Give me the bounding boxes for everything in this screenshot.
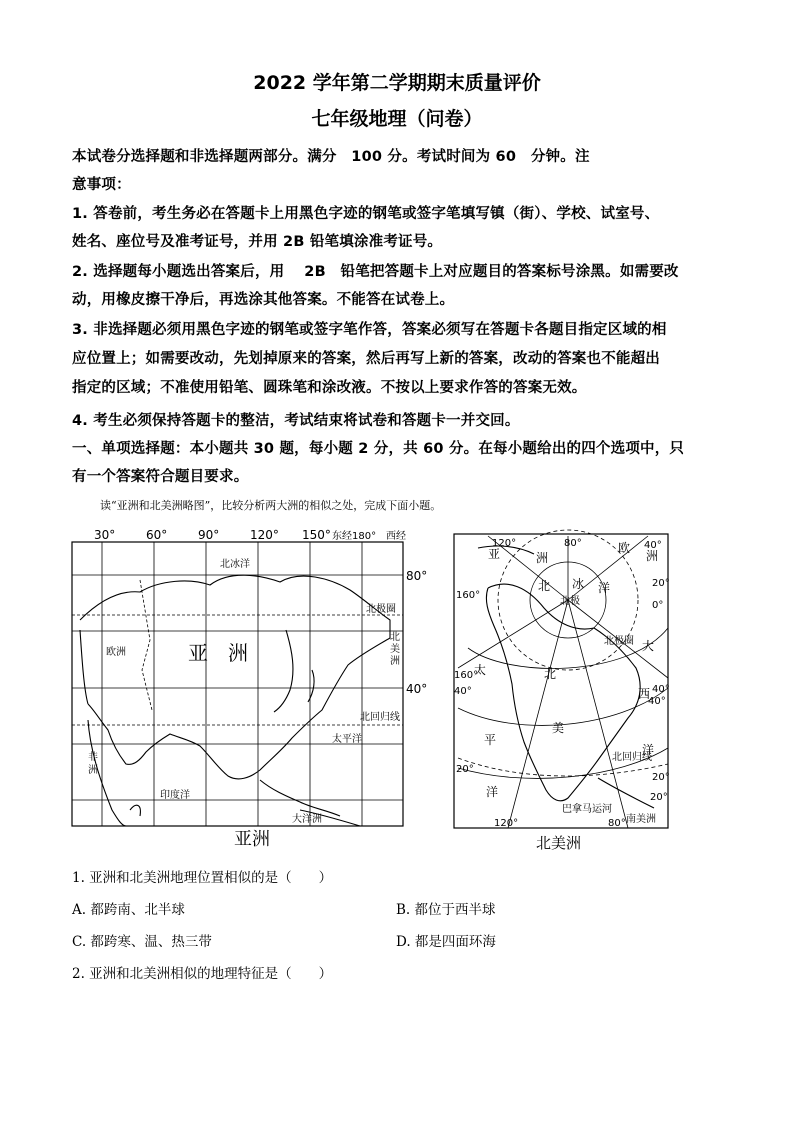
lon-label: 东经180° (332, 531, 377, 542)
note-line: 应位置上；如需要改动，先划掉原来的答案，然后再写上新的答案，改动的答案也不能超出 (72, 351, 660, 367)
na-arctic-circle-label: 北极圈 (604, 636, 634, 647)
deg-label: 20° (652, 772, 670, 783)
map-char: 亚 (488, 547, 501, 561)
map-char: 大 (642, 639, 655, 653)
note-line: 动，用橡皮擦干净后，再选涂其他答案。不能答在试卷上。 (72, 292, 455, 308)
lat-label: 40° (406, 682, 428, 696)
exam-subtitle: 七年级地理（问卷） (311, 108, 483, 130)
graticule (72, 542, 403, 826)
map-char: 冰 (572, 577, 585, 591)
asia-label: 亚 洲 (188, 641, 248, 665)
section-heading: 一、单项选择题：本小题共 30 题，每小题 2 分，共 60 分。在每小题给出的四个选项中，只 (72, 441, 685, 457)
option-c[interactable]: C. 都跨寒、温、热三带 (72, 934, 212, 950)
lon-label: 90° (198, 528, 220, 542)
map-char: 欧 (618, 541, 631, 555)
note-line: 本试卷分选择题和非选择题两部分。满分 100 分。考试时间为 60 分钟。注 (72, 149, 590, 165)
na-tropic-label: 北回归线 (612, 752, 652, 763)
note-line: 1. 答卷前，考生务必在答题卡上用黑色字迹的钢笔或签字笔填写镇（街）、学校、试室号、 (72, 206, 660, 222)
map-char: 洲 (536, 551, 549, 565)
indian-ocean-label: 印度洋 (160, 790, 190, 801)
option-d[interactable]: D. 都是四面环海 (396, 934, 496, 950)
south-america-label: 南美洲 (626, 814, 656, 825)
map-char: 北 (538, 579, 551, 593)
europe-asia-boundary (140, 580, 152, 710)
map-char: 西 (638, 687, 651, 701)
note-line: 3. 非选择题必须用黑色字迹的钢笔或签字笔作答，答案必须写在答题卡各题目指定区域的相 (72, 322, 667, 338)
europe-label: 欧洲 (106, 647, 126, 658)
deg-label: 40° (454, 686, 472, 697)
tropic-label: 北回归线 (360, 712, 400, 723)
option-a[interactable]: A. 都跨南、北半球 (72, 902, 185, 918)
panama-label: 巴拿马运河 (562, 804, 612, 815)
map-char: 洲 (646, 549, 659, 563)
africa-label: 非洲 (88, 752, 98, 776)
asia-caption: 亚洲 (234, 829, 270, 850)
option-b[interactable]: B. 都位于西半球 (396, 902, 496, 918)
note-line: 指定的区域；不准使用铅笔、圆珠笔和涂改液。不按以上要求作答的答案无效。 (72, 380, 587, 396)
pacific-label: 太平洋 (332, 734, 362, 745)
deg-label: 80° (608, 818, 626, 829)
north-pole-label: 北极 (560, 596, 580, 607)
map-prompt: 读“亚洲和北美洲略图”，比较分析两大洲的相似之处，完成下面小题。 (100, 499, 442, 512)
deg-label: 20° (652, 578, 670, 589)
oceania-label: 大洋洲 (292, 814, 322, 825)
deg-label: 120° (492, 538, 517, 549)
map-char: 洋 (642, 743, 655, 757)
lon-label: 120° (250, 528, 279, 542)
map-char: 太 (474, 663, 487, 677)
lon-label: 60° (146, 528, 168, 542)
deg-label: 120° (494, 818, 519, 829)
arctic-ocean-label: 北冰洋 (220, 559, 250, 570)
lon-label: 西经 (386, 531, 406, 542)
deg-label: 40° (644, 540, 662, 551)
section-heading: 有一个答案符合题目要求。 (72, 469, 249, 485)
lon-label: 30° (94, 528, 116, 542)
deg-label: 160° (454, 670, 479, 681)
north-america-label: 北美洲 (390, 632, 400, 667)
note-line: 姓名、座位号及准考证号，并用 2B 铅笔填涂准考证号。 (72, 234, 443, 250)
lon-label: 150° (302, 528, 331, 542)
deg-label: 160° (456, 590, 481, 601)
asia-map (60, 520, 440, 855)
map-char: 洋 (598, 581, 611, 595)
deg-label: 80° (564, 538, 582, 549)
deg-label: 20° (456, 764, 474, 775)
note-line: 意事项： (72, 177, 131, 193)
question-stem: 2. 亚洲和北美洲相似的地理特征是（ ） (72, 966, 333, 982)
map-char: 平 (484, 733, 497, 747)
note-line: 2. 选择题每小题选出答案后，用 2B 铅笔把答题卡上对应题目的答案标号涂黑。如需要改 (72, 264, 679, 280)
north-america-map (448, 528, 676, 858)
na-coastline (478, 546, 654, 808)
na-caption: 北美洲 (536, 834, 582, 852)
map-frame (72, 542, 403, 826)
deg-label: 40° (648, 696, 666, 707)
asia-coastline (80, 575, 390, 826)
arctic-circle-label: 北极圈 (366, 604, 396, 615)
deg-label: 0° (652, 600, 664, 611)
map-frame (454, 534, 668, 828)
note-line: 4. 考生必须保持答题卡的整洁，考试结束将试卷和答题卡一并交回。 (72, 413, 520, 429)
map-char: 北 (544, 667, 557, 681)
lat-label: 80° (406, 569, 428, 583)
map-char: 洋 (486, 785, 499, 799)
deg-label: 40° (652, 684, 670, 695)
map-char: 美 (552, 721, 565, 735)
question-stem: 1. 亚洲和北美洲地理位置相似的是（ ） (72, 870, 333, 886)
exam-title: 2022 学年第二学期期末质量评价 (253, 72, 541, 94)
deg-label: 20° (650, 792, 668, 803)
